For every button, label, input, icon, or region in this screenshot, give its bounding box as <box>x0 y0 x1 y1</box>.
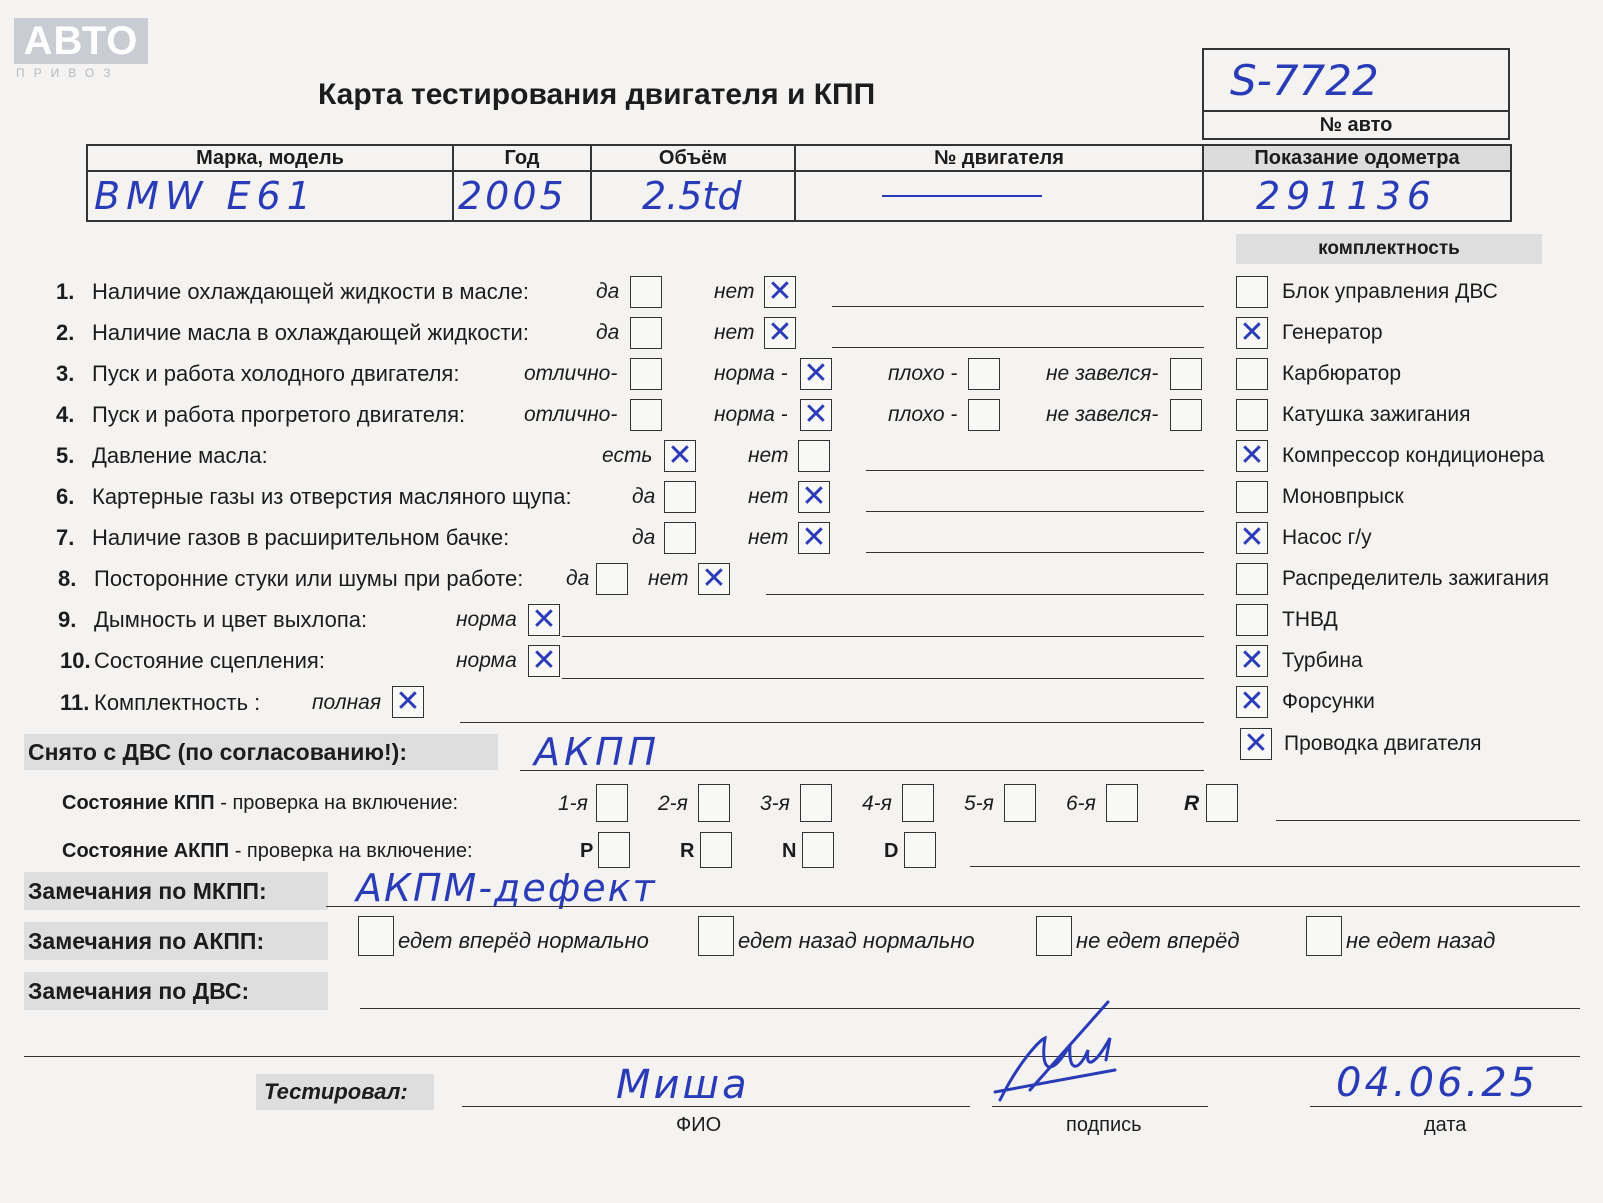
akpp-remark-checkbox[interactable] <box>358 916 394 956</box>
checkbox[interactable] <box>968 399 1000 431</box>
option-label: норма <box>456 649 517 672</box>
komplekt-label: Моновпрыск <box>1282 485 1404 508</box>
kpp-line <box>1276 820 1580 821</box>
option-label: да <box>596 321 620 344</box>
checkbox[interactable] <box>664 522 696 554</box>
volume-header-cell: Объём <box>591 145 795 171</box>
option-label: отлично- <box>524 362 618 385</box>
make-value: BMW E61 <box>94 174 317 218</box>
question-text: Пуск и работа прогретого двигателя: <box>92 402 466 427</box>
akpp-gear-label: R <box>680 840 695 862</box>
name-caption: ФИО <box>676 1114 722 1136</box>
answer-line <box>832 306 1204 307</box>
akpp-remark-checkbox[interactable] <box>1036 916 1072 956</box>
volume-value: 2.5td <box>642 174 742 218</box>
komplekt-checkbox-checked[interactable]: ✕ <box>1236 317 1268 349</box>
remarks-akpp-label: Замечания по АКПП: <box>24 922 328 960</box>
option-label: плохо - <box>888 403 958 426</box>
komplekt-label: Форсунки <box>1282 690 1375 713</box>
checkbox[interactable] <box>798 440 830 472</box>
logo: АВТО <box>14 18 148 64</box>
question-number: 1. <box>56 279 75 304</box>
checkbox-checked[interactable]: ✕ <box>764 276 796 308</box>
volume-value-cell <box>591 171 795 221</box>
checkbox-checked[interactable]: ✕ <box>528 645 560 677</box>
option-label: не завелся- <box>1046 403 1159 426</box>
checkbox[interactable] <box>1170 399 1202 431</box>
option-label: да <box>632 485 656 508</box>
question-number: 9. <box>58 607 77 632</box>
akpp-remark-checkbox[interactable] <box>698 916 734 956</box>
komplekt-checkbox[interactable] <box>1236 276 1268 308</box>
komplekt-checkbox[interactable] <box>1236 604 1268 636</box>
remarks-mkpp-label: Замечания по МКПП: <box>24 872 328 910</box>
question-text: Посторонние стуки или шумы при работе: <box>94 566 524 591</box>
question-number: 8. <box>58 566 77 591</box>
kpp-label: Состояние КПП - проверка на включение: <box>62 792 459 814</box>
year-value-cell <box>453 171 591 221</box>
gear-label: 2-я <box>658 792 688 815</box>
komplekt-label: Турбина <box>1282 649 1363 672</box>
answer-line <box>866 552 1204 553</box>
odometer-value-cell <box>1203 171 1511 221</box>
auto-number-value: S-7722 <box>1230 56 1379 105</box>
akpp-remark-label: не едет вперёд <box>1076 928 1240 953</box>
checkbox[interactable] <box>968 358 1000 390</box>
option-label: есть <box>602 444 653 467</box>
remarks-dvs-line-2 <box>24 1056 1580 1057</box>
tester-name-value: Миша <box>616 1062 750 1108</box>
komplekt-checkbox[interactable] <box>1236 399 1268 431</box>
akpp-remark-label: не едет назад <box>1346 928 1496 953</box>
akpp-gear-label: N <box>782 840 797 862</box>
question-number: 2. <box>56 320 75 345</box>
signature-line <box>992 1106 1208 1107</box>
komplekt-label: Генератор <box>1282 321 1383 344</box>
question-text: Наличие охлаждающей жидкости в масле: <box>92 279 529 304</box>
answer-line <box>460 722 1204 723</box>
remarks-dvs-line <box>360 1008 1580 1009</box>
engine-no-dash <box>882 195 1042 197</box>
question-text: Давление масла: <box>92 443 268 468</box>
komplekt-checkbox-checked[interactable]: ✕ <box>1240 728 1272 760</box>
remarks-mkpp-line <box>326 906 1580 907</box>
remarks-dvs-label: Замечания по ДВС: <box>24 972 328 1010</box>
gear-checkbox[interactable] <box>1004 784 1036 822</box>
option-label: отлично- <box>524 403 618 426</box>
make-value-cell <box>87 171 453 221</box>
option-label: нет <box>648 567 689 590</box>
answer-line <box>562 636 1204 637</box>
option-label: нет <box>714 280 755 303</box>
year-header-cell: Год <box>453 145 591 171</box>
answer-line <box>562 678 1204 679</box>
question-number: 3. <box>56 361 75 386</box>
engine-no-header-cell: № двигателя <box>795 145 1203 171</box>
question-number: 4. <box>56 402 75 427</box>
komplekt-checkbox-checked[interactable]: ✕ <box>1236 522 1268 554</box>
question-text: Пуск и работа холодного двигателя: <box>92 361 460 386</box>
date-line <box>1310 1106 1582 1107</box>
name-line <box>462 1106 970 1107</box>
option-label: нет <box>714 321 755 344</box>
option-label: да <box>566 567 590 590</box>
checkbox[interactable] <box>630 276 662 308</box>
answer-line <box>766 594 1204 595</box>
akpp-line <box>970 866 1580 867</box>
gear-label: 4-я <box>862 792 892 815</box>
option-label: норма - <box>714 403 788 426</box>
akpp-gear-label: D <box>884 840 899 862</box>
komplekt-checkbox[interactable] <box>1236 481 1268 513</box>
akpp-remark-checkbox[interactable] <box>1306 916 1342 956</box>
logo-subtitle: ПРИВОЗ <box>16 66 120 80</box>
option-label: да <box>596 280 620 303</box>
akpp-gear-checkbox[interactable] <box>802 832 834 868</box>
option-label: не завелся- <box>1046 362 1159 385</box>
checkbox-checked[interactable]: ✕ <box>798 522 830 554</box>
option-label: норма - <box>714 362 788 385</box>
gear-checkbox[interactable] <box>1106 784 1138 822</box>
remarks-mkpp-value: АКПМ-дефект <box>356 866 657 910</box>
auto-number-divider <box>1204 110 1508 112</box>
akpp-gear-label: P <box>580 840 594 862</box>
odometer-value: 291136 <box>1256 174 1438 218</box>
document-title: Карта тестирования двигателя и КПП <box>318 78 876 111</box>
komplekt-label: Катушка зажигания <box>1282 403 1471 426</box>
komplektnost-title: комплектность <box>1236 234 1542 264</box>
question-text: Состояние сцепления: <box>94 648 325 673</box>
option-label: да <box>632 526 656 549</box>
option-label: полная <box>312 691 382 714</box>
question-number: 11. <box>60 690 90 715</box>
option-label: нет <box>748 526 789 549</box>
checkbox-checked[interactable]: ✕ <box>764 317 796 349</box>
komplekt-label: Проводка двигателя <box>1284 732 1482 755</box>
checkbox-checked[interactable]: ✕ <box>528 604 560 636</box>
question-text: Дымность и цвет выхлопа: <box>94 607 368 632</box>
answer-line <box>832 347 1204 348</box>
gear-checkbox[interactable] <box>800 784 832 822</box>
komplekt-label: Насос г/у <box>1282 526 1372 549</box>
auto-number-label: № авто <box>1319 114 1393 136</box>
answer-line <box>866 470 1204 471</box>
gear-label: 1-я <box>558 792 588 815</box>
akpp-gear-checkbox[interactable] <box>598 832 630 868</box>
question-number: 7. <box>56 525 75 550</box>
komplekt-checkbox-checked[interactable]: ✕ <box>1236 440 1268 472</box>
vehicle-info-table <box>86 144 1512 222</box>
question-text: Наличие масла в охлаждающей жидкости: <box>92 320 529 345</box>
gear-label: 6-я <box>1066 792 1096 815</box>
question-number: 5. <box>56 443 75 468</box>
gear-label: R <box>1184 792 1200 815</box>
question-number: 6. <box>56 484 75 509</box>
checkbox[interactable] <box>630 317 662 349</box>
checkbox-checked[interactable]: ✕ <box>392 686 424 718</box>
komplekt-label: Компрессор кондиционера <box>1282 444 1545 467</box>
akpp-remark-label: едет вперёд нормально <box>398 928 649 953</box>
komplekt-checkbox[interactable] <box>1236 563 1268 595</box>
checkbox[interactable] <box>630 358 662 390</box>
question-text: Комплектность : <box>94 690 261 715</box>
checkbox[interactable] <box>664 481 696 513</box>
komplekt-label: Карбюратор <box>1282 362 1402 385</box>
option-label: нет <box>748 444 789 467</box>
gear-checkbox[interactable] <box>902 784 934 822</box>
komplekt-label: ТНВД <box>1282 608 1338 631</box>
date-value: 04.06.25 <box>1336 1060 1539 1106</box>
auto-number-box <box>1202 48 1510 140</box>
gear-checkbox[interactable] <box>596 784 628 822</box>
akpp-gear-checkbox[interactable] <box>904 832 936 868</box>
akpp-label: Состояние АКПП - проверка на включение: <box>62 840 473 862</box>
removed-line <box>520 770 1204 771</box>
gear-label: 3-я <box>760 792 790 815</box>
odometer-header-cell: Показание одометра <box>1203 145 1511 171</box>
komplekt-label: Блок управления ДВС <box>1282 280 1498 303</box>
gear-checkbox[interactable] <box>698 784 730 822</box>
komplekt-checkbox[interactable] <box>1236 358 1268 390</box>
komplekt-label: Распределитель зажигания <box>1282 567 1550 590</box>
checkbox[interactable] <box>596 563 628 595</box>
checkbox-checked[interactable]: ✕ <box>798 481 830 513</box>
checkbox-checked[interactable]: ✕ <box>800 399 832 431</box>
engine-no-value-cell <box>795 171 1203 221</box>
option-label: нет <box>748 485 789 508</box>
signature-caption: подпись <box>1066 1114 1142 1136</box>
removed-value: АКПП <box>534 730 661 774</box>
checkbox[interactable] <box>1170 358 1202 390</box>
question-number: 10. <box>60 648 91 673</box>
akpp-gear-checkbox[interactable] <box>700 832 732 868</box>
tested-label: Тестировал: <box>256 1074 434 1110</box>
checkbox-checked[interactable]: ✕ <box>698 563 730 595</box>
checkbox[interactable] <box>630 399 662 431</box>
date-caption: дата <box>1424 1114 1467 1136</box>
option-label: плохо - <box>888 362 958 385</box>
answer-line <box>866 511 1204 512</box>
checkbox-checked[interactable]: ✕ <box>800 358 832 390</box>
question-text: Наличие газов в расширительном бачке: <box>92 525 510 550</box>
akpp-remark-label: едет назад нормально <box>738 928 975 953</box>
removed-label: Снято с ДВС (по согласованию!): <box>24 734 498 770</box>
komplekt-checkbox-checked[interactable]: ✕ <box>1236 645 1268 677</box>
question-text: Картерные газы из отверстия масляного щупа: <box>92 484 572 509</box>
gear-label: 5-я <box>964 792 994 815</box>
komplekt-checkbox-checked[interactable]: ✕ <box>1236 686 1268 718</box>
make-header-cell: Марка, модель <box>87 145 453 171</box>
gear-checkbox[interactable] <box>1206 784 1238 822</box>
year-value: 2005 <box>458 174 567 218</box>
checkbox-checked[interactable]: ✕ <box>664 440 696 472</box>
option-label: норма <box>456 608 517 631</box>
signature <box>990 1000 1140 1110</box>
